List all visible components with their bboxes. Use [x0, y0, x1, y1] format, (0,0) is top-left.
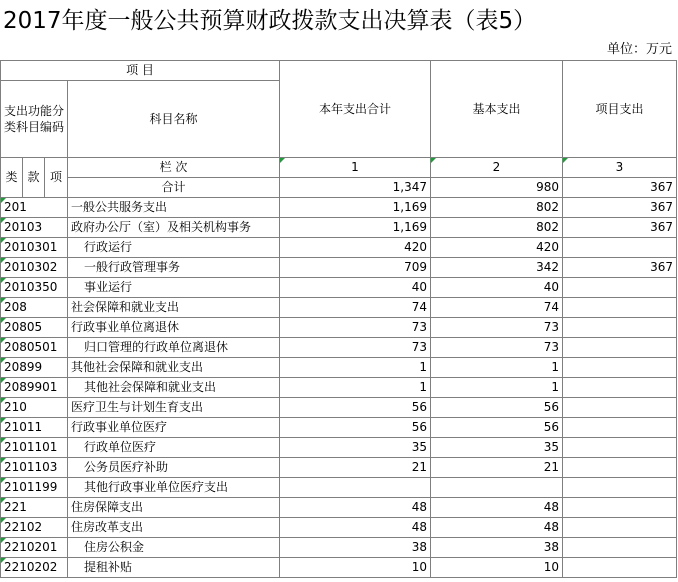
header-row-4	[1, 158, 677, 178]
row-total: 73	[280, 338, 431, 358]
table-row	[1, 378, 677, 398]
row-code: 221	[1, 498, 68, 518]
row-basic: 56	[431, 418, 563, 438]
row-code: 2010302	[1, 258, 68, 278]
row-project	[563, 538, 677, 558]
row-project	[563, 558, 677, 578]
row-basic: 21	[431, 458, 563, 478]
row-basic: 1	[431, 358, 563, 378]
row-total: 1,169	[280, 198, 431, 218]
row-name: 行政事业单位离退休	[68, 318, 280, 338]
table-row	[1, 338, 677, 358]
row-project	[563, 278, 677, 298]
row-name: 行政事业单位医疗	[68, 418, 280, 438]
row-basic: 420	[431, 238, 563, 258]
header-basic: 基本支出	[431, 61, 563, 158]
row-basic	[431, 478, 563, 498]
header-total: 本年支出合计	[280, 61, 431, 158]
table-row	[1, 178, 677, 198]
row-project	[563, 438, 677, 458]
row-total: 74	[280, 298, 431, 318]
row-total: 709	[280, 258, 431, 278]
row-project: 367	[563, 198, 677, 218]
row-basic: 40	[431, 278, 563, 298]
row-code: 2101101	[1, 438, 68, 458]
header-idx3: 3	[563, 158, 677, 178]
row-basic: 73	[431, 338, 563, 358]
row-code: 2080501	[1, 338, 68, 358]
row-code: 21011	[1, 418, 68, 438]
row-total: 420	[280, 238, 431, 258]
row-basic: 73	[431, 318, 563, 338]
row-project: 367	[563, 258, 677, 278]
row-basic: 342	[431, 258, 563, 278]
table-row	[1, 498, 677, 518]
row-total: 10	[280, 558, 431, 578]
row-name: 其他社会保障和就业支出	[68, 358, 280, 378]
row-basic: 74	[431, 298, 563, 318]
row-code: 201	[1, 198, 68, 218]
table-row	[1, 418, 677, 438]
row-name: 行政运行	[68, 238, 280, 258]
row-total: 40	[280, 278, 431, 298]
table-row	[1, 538, 677, 558]
row-name: 公务员医疗补助	[68, 458, 280, 478]
row-name: 归口管理的行政单位离退休	[68, 338, 280, 358]
unit-label: 单位：万元	[606, 42, 672, 57]
row-total: 48	[280, 498, 431, 518]
header-xiang: 项	[45, 158, 68, 198]
row-total: 56	[280, 418, 431, 438]
row-name: 住房公积金	[68, 538, 280, 558]
header-idx1: 1	[280, 158, 431, 178]
row-project: 367	[563, 218, 677, 238]
table-row	[1, 198, 677, 218]
row-code: 2210201	[1, 538, 68, 558]
row-total: 21	[280, 458, 431, 478]
row-project	[563, 398, 677, 418]
row-basic: 802	[431, 198, 563, 218]
row-total: 56	[280, 398, 431, 418]
row-basic: 48	[431, 498, 563, 518]
header-idx2: 2	[431, 158, 563, 178]
row-name: 社会保障和就业支出	[68, 298, 280, 318]
row-total: 1	[280, 358, 431, 378]
page-title: 2017年度一般公共预算财政拨款支出决算表（表5）	[3, 8, 537, 34]
row-name: 一般公共服务支出	[68, 198, 280, 218]
row-project	[563, 518, 677, 538]
row-total: 1,347	[280, 178, 431, 198]
row-basic: 1	[431, 378, 563, 398]
table-row	[1, 518, 677, 538]
header-subject-name: 科目名称	[68, 81, 280, 158]
row-code: 2101199	[1, 478, 68, 498]
row-code: 2101103	[1, 458, 68, 478]
row-project	[563, 358, 677, 378]
row-project	[563, 298, 677, 318]
row-name: 一般行政管理事务	[68, 258, 280, 278]
row-basic: 10	[431, 558, 563, 578]
row-code: 2089901	[1, 378, 68, 398]
row-code: 22102	[1, 518, 68, 538]
row-basic: 38	[431, 538, 563, 558]
header-func-code: 支出功能分类科目编码	[1, 81, 68, 158]
row-name: 其他行政事业单位医疗支出	[68, 478, 280, 498]
row-project	[563, 378, 677, 398]
row-code: 210	[1, 398, 68, 418]
table-row	[1, 558, 677, 578]
row-basic: 980	[431, 178, 563, 198]
row-name: 合计	[68, 178, 280, 198]
row-name: 住房改革支出	[68, 518, 280, 538]
table-row	[1, 438, 677, 458]
table-row	[1, 478, 677, 498]
row-total: 1	[280, 378, 431, 398]
row-basic: 802	[431, 218, 563, 238]
table-row	[1, 298, 677, 318]
row-project	[563, 498, 677, 518]
row-total: 73	[280, 318, 431, 338]
table-row	[1, 358, 677, 378]
table-row	[1, 398, 677, 418]
table-row	[1, 278, 677, 298]
row-code: 20899	[1, 358, 68, 378]
row-project	[563, 238, 677, 258]
row-project	[563, 338, 677, 358]
table-row	[1, 318, 677, 338]
row-name: 提租补贴	[68, 558, 280, 578]
row-name: 行政单位医疗	[68, 438, 280, 458]
budget-table	[0, 60, 677, 578]
row-total: 38	[280, 538, 431, 558]
header-project: 项目支出	[563, 61, 677, 158]
row-code: 2010350	[1, 278, 68, 298]
row-project	[563, 458, 677, 478]
row-total: 35	[280, 438, 431, 458]
header-lei: 类	[1, 158, 23, 198]
row-name: 医疗卫生与计划生育支出	[68, 398, 280, 418]
table-row	[1, 218, 677, 238]
row-code: 2010301	[1, 238, 68, 258]
header-lanci: 栏 次	[68, 158, 280, 178]
row-project	[563, 478, 677, 498]
row-code: 2210202	[1, 558, 68, 578]
row-project	[563, 318, 677, 338]
row-name: 政府办公厅（室）及相关机构事务	[68, 218, 280, 238]
table-row	[1, 458, 677, 478]
row-total: 1,169	[280, 218, 431, 238]
row-name: 事业运行	[68, 278, 280, 298]
row-project	[563, 418, 677, 438]
row-project: 367	[563, 178, 677, 198]
row-total	[280, 478, 431, 498]
row-name: 住房保障支出	[68, 498, 280, 518]
row-code: 208	[1, 298, 68, 318]
header-xiangmu: 项 目	[1, 61, 280, 81]
row-basic: 35	[431, 438, 563, 458]
header-row-1	[1, 61, 677, 81]
row-total: 48	[280, 518, 431, 538]
row-code: 20805	[1, 318, 68, 338]
row-name: 其他社会保障和就业支出	[68, 378, 280, 398]
row-code: 20103	[1, 218, 68, 238]
row-basic: 56	[431, 398, 563, 418]
header-kuan: 款	[23, 158, 45, 198]
row-basic: 48	[431, 518, 563, 538]
table-row	[1, 258, 677, 278]
table-row	[1, 238, 677, 258]
